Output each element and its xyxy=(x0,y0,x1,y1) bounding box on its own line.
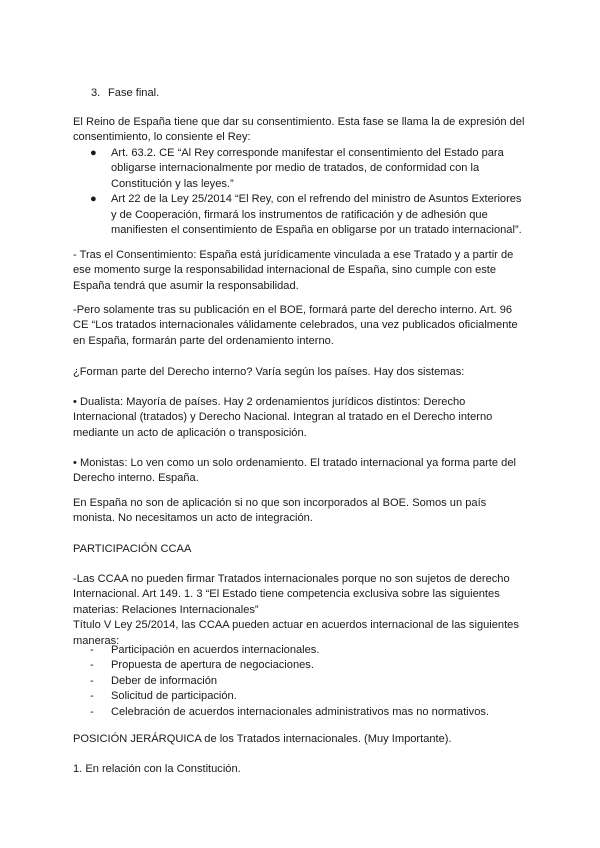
paragraph-constitucion: 1. En relación con la Constitución. xyxy=(73,763,241,775)
list-number: 3. xyxy=(91,87,101,99)
paragraph-consentimiento: El Reino de España tiene que dar su consentimiento. Esta fase se llama la de expresión del consentimiento, lo consiente el Rey: xyxy=(73,116,525,144)
paragraph-espana-monista: En España no son de aplicación si no que son incorporados al BOE. Somos un país monista. No necesitamos un acto de integración. xyxy=(73,497,487,525)
dash-marker: - xyxy=(90,690,94,703)
list-item: - Participación en acuerdos internacionales. xyxy=(73,643,533,658)
bullet-marker: ● xyxy=(90,193,97,206)
list-item: - Propuesta de apertura de negociaciones. xyxy=(73,658,533,673)
bullet-list xyxy=(73,146,533,238)
paragraph-monistas: • Monistas: Lo ven como un solo ordenamiento. El tratado internacional ya forma parte del Derecho interno. España. xyxy=(73,457,516,485)
paragraph-tras-consentimiento: - Tras el Consentimiento: España está jurídicamente vinculada a ese Tratado y a partir de ese momento surge la responsabilidad internacional de España, sino cumple con este España tendrá que asumir la responsabilidad. xyxy=(73,249,514,292)
list-item: - Deber de información xyxy=(73,674,533,689)
dash-list xyxy=(73,643,533,720)
dash-marker: - xyxy=(90,705,94,718)
paragraph-ccaa: -Las CCAA no pueden firmar Tratados internacionales porque no son sujetos de derecho Internacional. Art 149. 1. 3 “El Estado tiene competencia exclusiva sobre las siguientes materias: Relaciones Internacionales” Título V Ley 25/2014, las CCAA pueden actuar en acuerdos internacional de las siguientes maneras: xyxy=(73,573,519,647)
dash-marker: - xyxy=(90,644,94,656)
dash-marker: - xyxy=(90,659,94,672)
list-item: - Solicitud de participación. xyxy=(73,689,533,704)
list-text: Fase final. xyxy=(108,87,160,99)
paragraph-posicion-jerarquica: POSICIÓN JERÁRQUICA de los Tratados internacionales. (Muy Importante). xyxy=(73,733,452,745)
section-heading: PARTICIPACIÓN CCAA xyxy=(73,543,192,555)
list-item: - Celebración de acuerdos internacionales administrativos mas no normativos. xyxy=(73,705,533,720)
list-item: ● Art 22 de la Ley 25/2014 “El Rey, con el refrendo del ministro de Asuntos Exteriores y de Cooperación, firmará los instrumentos de ratificación y de adhesión que manifiesten el consentimiento de España en obligarse por un tratado internacional”. xyxy=(90,193,522,237)
dash-marker: - xyxy=(90,674,94,687)
ordered-list-item xyxy=(91,86,159,101)
bullet-marker: ● xyxy=(90,147,97,159)
paragraph-publicacion-boe: -Pero solamente tras su publicación en el BOE, formará parte del derecho interno. Art. 96 CE “Los tratados internacionales válidamente celebrados, una vez publicados oficialmente en España, formarán parte del ordenamiento interno. xyxy=(73,304,518,347)
paragraph-question: ¿Forman parte del Derecho interno? Varía según los países. Hay dos sistemas: xyxy=(73,366,465,378)
list-item: ● Art. 63.2. CE “Al Rey corresponde manifestar el consentimiento del Estado para obligarse internacionalmente por medio de tratados, de conformidad con la Constitución y las leyes.” xyxy=(90,147,504,190)
paragraph-dualista: • Dualista: Mayoría de países. Hay 2 ordenamientos jurídicos distintos: Derecho Internacional (tratados) y Derecho Nacional. Integran al tratado en el Derecho interno mediante un acto de aplicación o transposición. xyxy=(73,396,493,439)
